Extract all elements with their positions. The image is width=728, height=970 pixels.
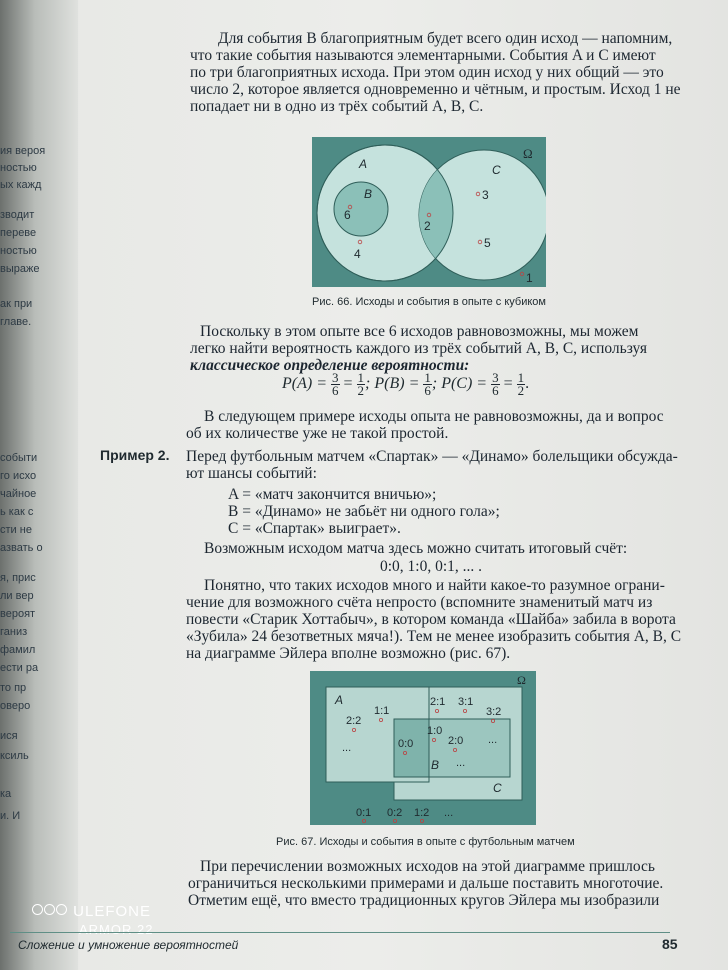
outcome-1-1: 1:1 <box>374 705 390 717</box>
edge-fragment: фамил <box>0 644 36 656</box>
text-line: что такие события называются элементарными. События A и C имеют <box>190 47 656 64</box>
edge-fragment: выраже <box>0 263 40 275</box>
outcome-6: 6 <box>344 208 351 222</box>
edge-fragment: ь как с <box>0 506 34 518</box>
edge-fragment: ганиз <box>0 626 28 638</box>
edge-fragment: переве <box>0 227 37 239</box>
example-2-text <box>186 448 686 482</box>
edge-fragment: чайное <box>0 488 37 500</box>
edge-fragment: ых кажд <box>0 179 42 191</box>
edge-fragment: я, прис <box>0 572 36 584</box>
probability-formula <box>282 372 529 397</box>
numerator: 1 <box>357 370 365 385</box>
event-C-definition: C = «Спартак» выиграет». <box>228 520 401 537</box>
edge-fragment: ли вер <box>0 590 34 602</box>
text-line: по три благоприятных исхода. При этом один исход у них общий — это <box>190 64 664 81</box>
edge-fragment: ак при <box>0 298 33 310</box>
events-list <box>228 486 608 537</box>
text-line: число 2, которое является одновременно и чётным, и простым. Исход 1 не <box>190 81 681 98</box>
denominator: 6 <box>424 383 431 398</box>
text-line: ограничиться несколькими примерами и дальше поставить многоточие. <box>188 875 664 892</box>
outcome-ellipsis-C: ... <box>488 734 498 746</box>
paragraph-next-example <box>186 408 686 442</box>
denominator: 6 <box>332 383 339 398</box>
outcome-3-1: 3:1 <box>458 696 474 708</box>
formula-pa: P(A) = <box>282 375 327 393</box>
omega-label: Ω <box>517 673 526 687</box>
camera-watermark-brand <box>32 903 151 920</box>
watermark-model-text: ARMOR 22 <box>79 922 154 937</box>
numerator: 1 <box>424 370 431 385</box>
outcome-ellipsis-outside: ... <box>444 807 454 819</box>
outcome-ellipsis-B: ... <box>456 757 466 769</box>
outcome-1-0: 1:0 <box>427 725 443 737</box>
outcome-1-2: 1:2 <box>414 807 430 819</box>
edge-fragment: оверо <box>0 700 31 712</box>
denominator: 2 <box>517 383 525 398</box>
outcome-0-0: 0:0 <box>398 738 414 750</box>
outcome-0-1: 0:1 <box>356 807 372 819</box>
event-B-circle <box>334 182 388 236</box>
text-line: попадает ни в одно из трёх событий A, B, C. <box>190 98 484 115</box>
paragraph-equiprobable <box>190 323 690 374</box>
euler-diagram-football <box>310 671 536 825</box>
formula-pc: ; P(C) = <box>431 375 488 393</box>
text-line: Перед футбольным матчем «Спартак» — «Динамо» болельщики обсужда- <box>186 448 678 465</box>
example-2-label: Пример 2. <box>100 447 170 463</box>
edge-fragment: и. И <box>0 810 21 822</box>
fraction <box>423 372 432 397</box>
outcome-2-0: 2:0 <box>448 735 464 747</box>
edge-fragment: ностью <box>0 245 37 257</box>
outcome-5: 5 <box>484 236 491 250</box>
equals: = <box>503 375 513 393</box>
edge-fragment: сти не <box>0 524 32 536</box>
figure-66-caption: Рис. 66. Исходы и события в опыте с кубиком <box>312 296 546 308</box>
outcome-2-1: 2:1 <box>430 696 446 708</box>
page-number: 85 <box>662 936 678 952</box>
paragraph-hottabych <box>186 577 686 662</box>
denominator: 2 <box>357 383 365 398</box>
event-B-definition: B = «Динамо» не забьёт ни одного гола»; <box>228 503 500 520</box>
outcome-ellipsis-A: ... <box>342 742 352 754</box>
text-line: «Зубила» 24 безответных мяча!). Тем не менее изобразить события A, B, C <box>186 628 682 645</box>
text-line: Для события B благоприятным будет всего один исход — напомним, <box>218 30 673 47</box>
fraction <box>357 372 366 397</box>
score-list <box>380 558 482 575</box>
text-line: При перечислении возможных исходов на этой диаграмме пришлось <box>200 858 655 875</box>
equals: = <box>343 375 353 393</box>
edge-fragment: вероят <box>0 608 36 620</box>
edge-fragment: главе. <box>0 316 32 328</box>
paragraph-ellipsis-note <box>188 858 688 909</box>
text-line: легко найти вероятность каждого из трёх событий A, B, C, используя <box>190 340 648 357</box>
denominator: 6 <box>492 383 499 398</box>
edge-fragment: то пр <box>0 682 27 694</box>
edge-fragment: ксиль <box>0 750 29 762</box>
numerator: 3 <box>332 370 339 385</box>
omega-label: Ω <box>523 146 533 161</box>
running-footer-title: Сложение и умножение вероятностей <box>18 938 239 952</box>
label-A: A <box>359 157 368 171</box>
fraction <box>331 372 340 397</box>
text-line: В следующем примере исходы опыта не равновозможны, да и вопрос <box>204 408 664 425</box>
fraction <box>517 372 526 397</box>
outcome-intro <box>204 540 627 557</box>
outcome-3-2: 3:2 <box>486 706 502 718</box>
outcome-2-2: 2:2 <box>346 715 362 727</box>
text-line: классическое определение вероятности: <box>190 357 470 374</box>
text-line: Отметим ещё, что вместо традиционных кругов Эйлера мы изобразили <box>188 892 660 909</box>
outcome-0-2: 0:2 <box>387 807 403 819</box>
text-line: чение для возможного счёта непросто (вспомните знаменитый матч из <box>186 594 653 611</box>
edge-fragment: го исхо <box>0 470 37 482</box>
period: . <box>525 375 530 393</box>
text-line: ют шансы событий: <box>186 465 317 482</box>
text-line: 0:0, 1:0, 0:1, ... . <box>380 558 483 575</box>
ring-icon <box>32 904 43 915</box>
label-B: B <box>431 758 440 772</box>
edge-fragment: событи <box>0 452 38 464</box>
label-A: A <box>335 693 344 707</box>
text-line: Понятно, что таких исходов много и найти какое-то разумное ограни- <box>204 577 665 594</box>
formula-pb: ; P(B) = <box>365 375 420 393</box>
numerator: 1 <box>517 370 525 385</box>
left-page-edge-text <box>0 110 46 870</box>
label-B: B <box>364 187 373 201</box>
text-line: Возможным исходом матча здесь можно считать итоговый счёт: <box>204 540 628 557</box>
euler-diagram-dice <box>312 137 546 287</box>
edge-fragment: ностью <box>0 162 37 174</box>
event-A-definition: A = «матч закончится вничью»; <box>228 486 437 503</box>
edge-fragment: ися <box>0 730 18 742</box>
label-C: C <box>493 781 502 795</box>
text-line: об их количестве уже не такой простой. <box>186 425 449 442</box>
outcome-4: 4 <box>354 247 361 261</box>
edge-fragment: ести ра <box>0 662 39 674</box>
watermark-brand-text: ULEFONE <box>73 903 152 920</box>
label-C: C <box>492 163 501 177</box>
outcome-3: 3 <box>482 188 489 202</box>
text-line: на диаграмме Эйлера вполне возможно (рис. 67). <box>186 645 511 662</box>
fraction <box>491 372 500 397</box>
figure-67-caption: Рис. 67. Исходы и события в опыте с футбольным матчем <box>276 836 575 848</box>
edge-fragment: зводит <box>0 209 35 221</box>
edge-fragment: ия вероя <box>0 145 46 157</box>
paragraph-elementary-events <box>190 30 690 115</box>
text-line: повести «Старик Хоттабыч», в котором команда «Шайба» забила в ворота <box>186 611 676 628</box>
outcome-1: 1 <box>526 271 533 285</box>
edge-fragment: азвать о <box>0 542 43 554</box>
text-line: Поскольку в этом опыте все 6 исходов равновозможны, мы можем <box>200 323 639 340</box>
ring-icon <box>44 904 55 915</box>
ring-icon <box>56 904 67 915</box>
outcome-2: 2 <box>424 219 431 233</box>
numerator: 3 <box>492 370 499 385</box>
edge-fragment: ка <box>0 788 12 800</box>
